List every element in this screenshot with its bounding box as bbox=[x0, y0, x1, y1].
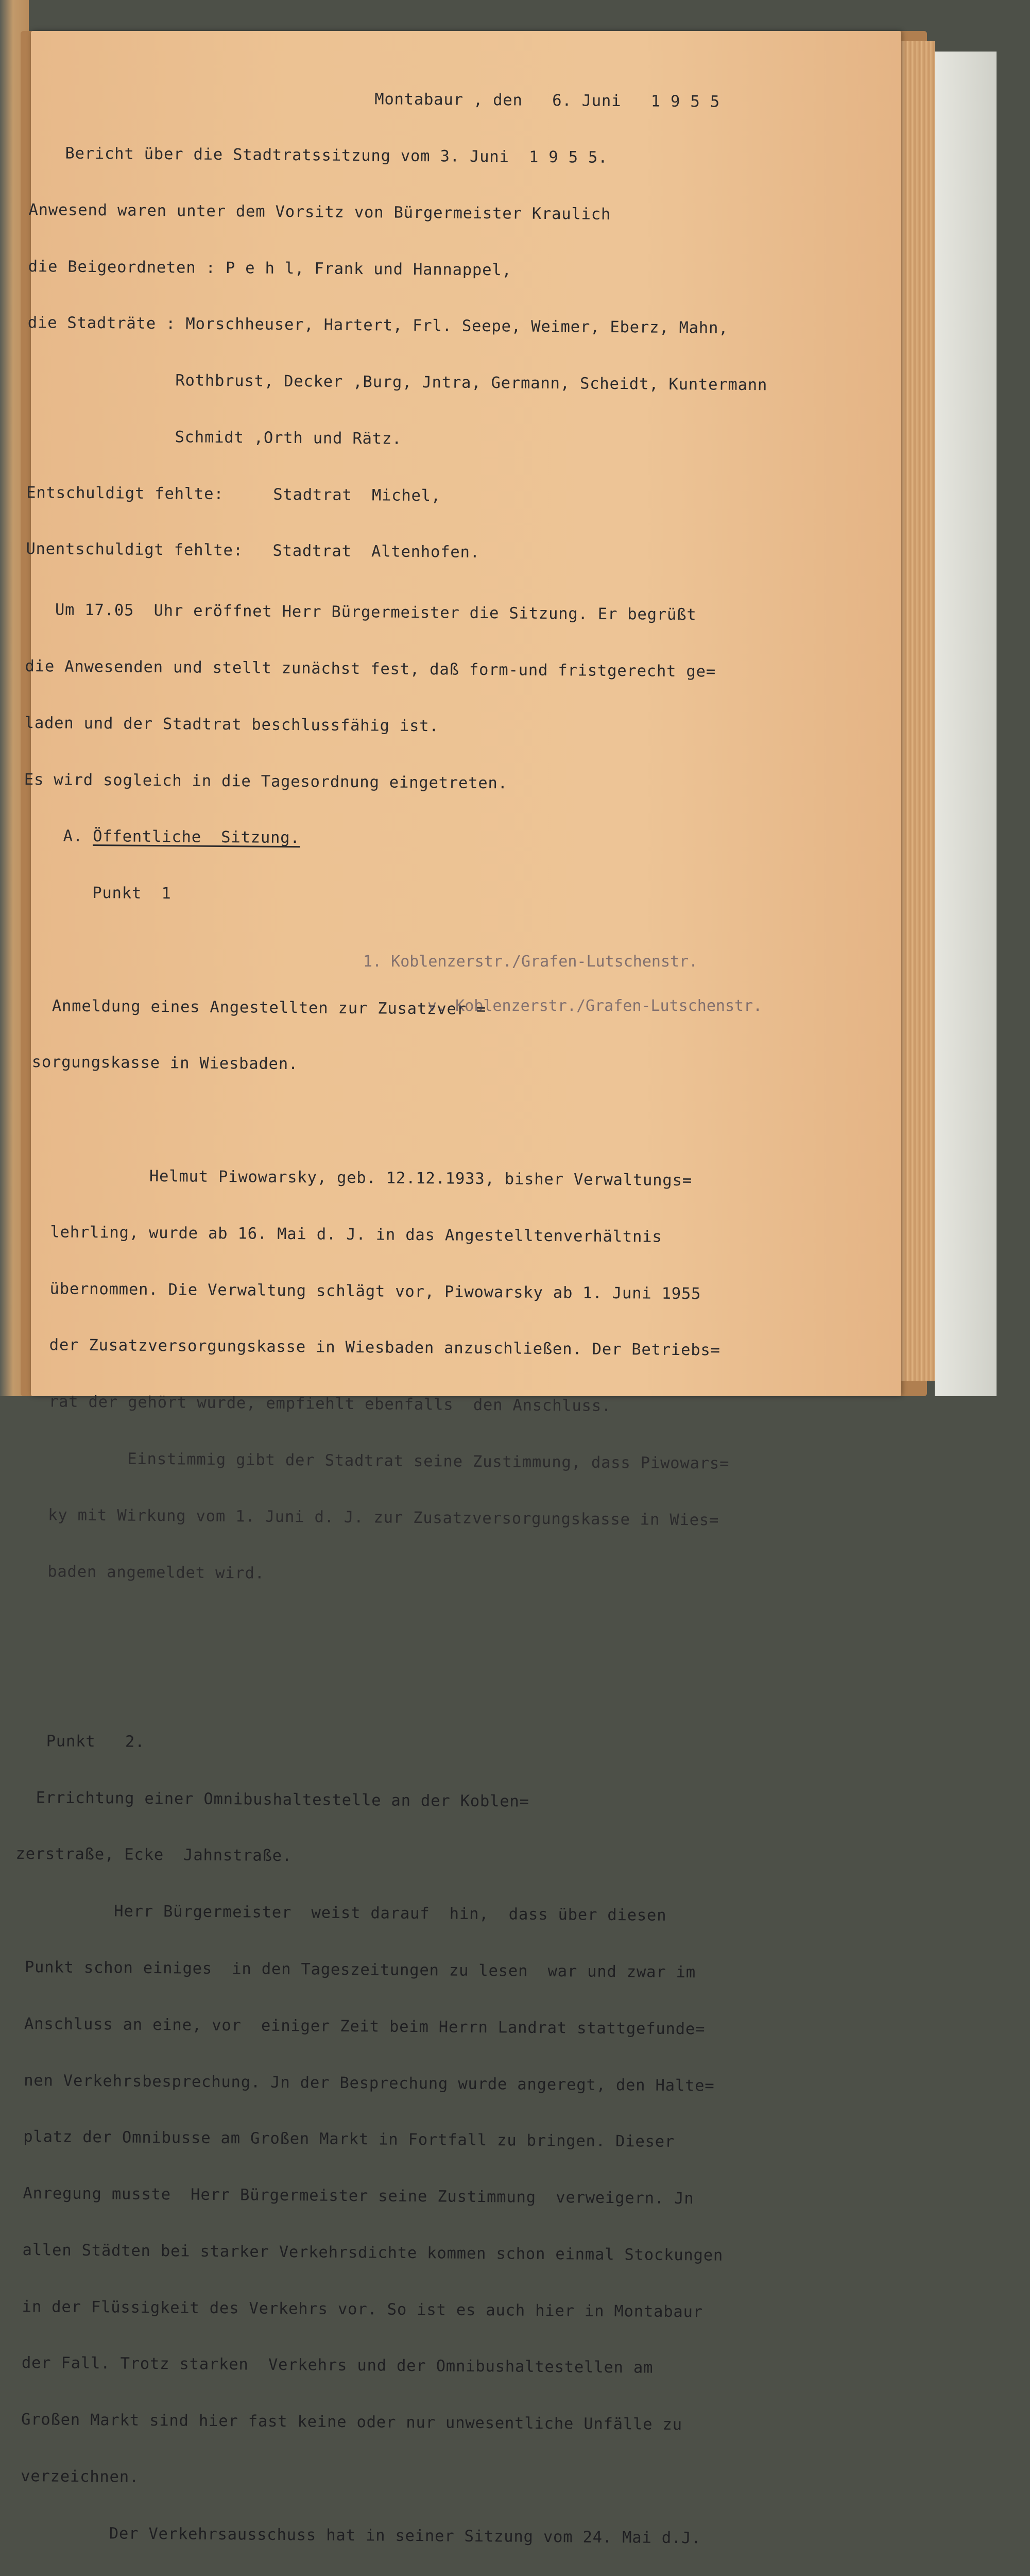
punkt1-heading: Punkt 1 bbox=[23, 884, 171, 903]
section-title: Öffentliche Sitzung. bbox=[93, 827, 300, 848]
opening-line: Um 17.05 Uhr eröffnet Herr Bürgermeister die Sitzung. Er begrüßt bbox=[25, 601, 697, 624]
section-heading bbox=[24, 827, 894, 853]
punkt2-body-line: allen Städten bei starker Verkehrsdichte kommen schon einmal Stockungen bbox=[12, 2241, 724, 2265]
punkt2-body-line: Großen Markt sind hier fast keine oder nur unwesentliche Unfälle zu bbox=[11, 2411, 683, 2434]
punkt1-body-line: ky mit Wirkung vom 1. Juni d. J. zur Zusatzversorgungskasse in Wies= bbox=[18, 1505, 719, 1530]
overtyped-text: 1. Koblenzerstr./Grafen-Lutschenstr. bbox=[363, 953, 698, 971]
punkt1-body-line: Einstimmig gibt der Stadtrat seine Zustimmung, dass Piwowars= bbox=[19, 1449, 730, 1473]
blank-line bbox=[18, 1619, 888, 1645]
punkt2-body-line: Anschluss an eine, vor einiger Zeit beim Herrn Landrat stattgefunde= bbox=[14, 2014, 706, 2039]
punkt1-body-line: Helmut Piwowarsky, geb. 12.12.1933, bisher Verwaltungs= bbox=[21, 1166, 693, 1190]
attendance-line: Entschuldigt fehlte: Stadtrat Michel, bbox=[26, 483, 441, 505]
blank-line bbox=[22, 1110, 892, 1136]
section-prefix: A. bbox=[23, 827, 93, 846]
opening-line: die Anwesenden und stellt zunächst fest, daß form-und fristgerecht ge= bbox=[25, 657, 716, 681]
place-date-line: Montabaur , den 6. Juni 1 9 5 5 bbox=[374, 90, 720, 111]
punkt1-body-line: der Zusatzversorgungskasse in Wiesbaden anzuschließen. Der Betriebs= bbox=[20, 1336, 720, 1360]
punkt2-body-line: Punkt schon einiges in den Tageszeitungen zu lesen war und zwar im bbox=[14, 1958, 696, 1982]
attendance-line: Anwesend waren unter dem Vorsitz von Bürgermeister Kraulich bbox=[28, 200, 611, 224]
attendance-line: Rothbrust, Decker ,Burg, Jntra, Germann, Scheidt, Kuntermann bbox=[27, 370, 768, 395]
punkt2-body-line: Herr Bürgermeister weist darauf hin, dass über diesen bbox=[15, 1902, 667, 1925]
punkt2-subject: zerstraße, Ecke Jahnstraße. bbox=[15, 1845, 293, 1866]
report-title: Bericht über die Stadtratssitzung vom 3. Juni 1 9 5 5. bbox=[65, 144, 608, 167]
blank-line bbox=[17, 1675, 887, 1701]
punkt2-heading: Punkt 2. bbox=[16, 1732, 145, 1751]
attendance-line: die Stadträte : Morschheuser, Hartert, Frl. Seepe, Weimer, Eberz, Mahn, bbox=[27, 314, 729, 337]
opening-line: Es wird sogleich in die Tagesordnung eingetreten. bbox=[24, 770, 508, 792]
punkt2-body-line: platz der Omnibusse am Großen Markt in Fortfall zu bringen. Dieser bbox=[13, 2128, 675, 2151]
punkt1-body-line: lehrling, wurde ab 16. Mai d. J. in das Angestelltenverhältnis bbox=[20, 1223, 662, 1246]
punkt1-body-line: baden angemeldet wird. bbox=[18, 1562, 265, 1583]
punkt1-subject: Anmeldung eines Angestellten zur Zusatzver = bbox=[22, 996, 487, 1019]
punkt2-subject: Errichtung einer Omnibushaltestelle an der Koblen= bbox=[16, 1788, 529, 1811]
punkt2-body-line: Anregung musste Herr Bürgermeister seine Zustimmung verweigern. Jn bbox=[13, 2184, 694, 2208]
attendance-line: die Beigeordneten : P e h l, Frank und Hannappel, bbox=[28, 257, 512, 279]
punkt2-body-line: verzeichnen. bbox=[10, 2467, 140, 2486]
punkt1-body-line: rat der gehört wurde, empfiehlt ebenfalls den Anschluss. bbox=[19, 1393, 612, 1416]
punkt2-body-line: in der Flüssigkeit des Verkehrs vor. So ist es auch hier in Montabaur bbox=[12, 2297, 703, 2321]
punkt2-body-line: Der Verkehrsausschuss hat in seiner Sitzung vom 24. Mai d.J. bbox=[10, 2523, 701, 2548]
binder-board bbox=[935, 52, 997, 1396]
opening-line: laden und der Stadtrat beschlussfähig ist. bbox=[24, 714, 439, 736]
typed-text-block bbox=[2, 50, 900, 2576]
punkt1-body-line: übernommen. Die Verwaltung schlägt vor, Piwowarsky ab 1. Juni 1955 bbox=[20, 1279, 701, 1303]
attendance-line: Unentschuldigt fehlte: Stadtrat Altenhofen. bbox=[26, 540, 480, 562]
overtyped-text: v. Koblenzerstr./Grafen-Lutschenstr. bbox=[427, 997, 763, 1015]
attendance-line: Schmidt ,Orth und Rätz. bbox=[26, 427, 402, 448]
punkt1-subject: sorgungskasse in Wiesbaden. bbox=[22, 1053, 299, 1074]
punkt2-body-line: nen Verkehrsbesprechung. Jn der Besprechung wurde angeregt, den Halte= bbox=[13, 2071, 715, 2095]
punkt2-body-line: der Fall. Trotz starken Verkehrs und der Omnibushaltestellen am bbox=[11, 2354, 654, 2378]
